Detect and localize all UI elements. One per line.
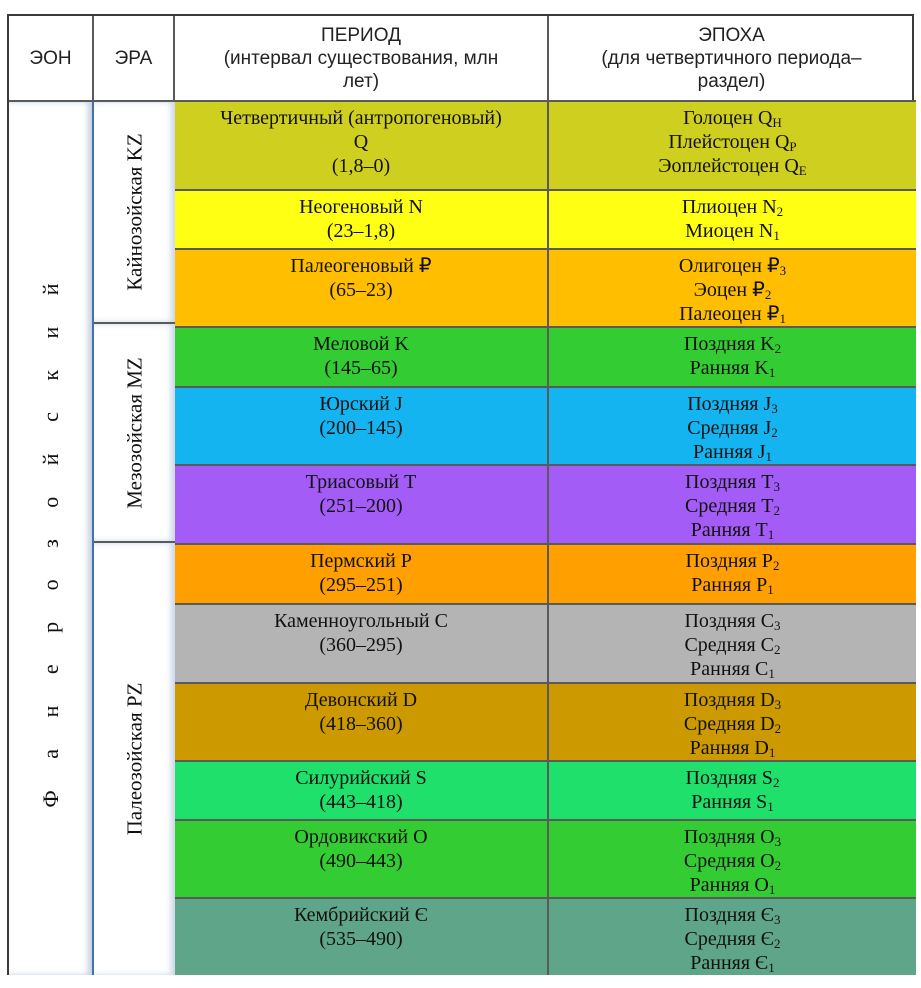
period-interval: (360–295) [319, 634, 403, 656]
header-epoch [549, 16, 914, 100]
era-cell-kz [94, 102, 175, 324]
period-name: Триасовый T [305, 471, 417, 493]
header-era-label: ЭРА [114, 47, 153, 69]
period-interval: (443–418) [319, 791, 403, 813]
epoch-cell [549, 762, 916, 819]
period-cell [175, 250, 549, 326]
epoch-item: Средняя $T_2$ [685, 495, 780, 518]
epoch-item: Поздняя $P_2$ [685, 550, 780, 573]
period-row [175, 543, 916, 603]
period-cell [175, 388, 549, 464]
epoch-cell [549, 102, 916, 189]
period-name: Силурийский S [295, 767, 427, 789]
period-cell [175, 899, 549, 975]
period-name: Четвертичный (антропогеновый) [220, 107, 502, 129]
epoch-item: Ранняя $K_1$ [689, 357, 776, 380]
period-row [175, 603, 916, 682]
epoch-cell [549, 545, 916, 603]
epoch-item: Средняя $D_2$ [683, 713, 782, 736]
epoch-item: Ранняя $P_1$ [691, 574, 774, 597]
period-cell [175, 762, 549, 819]
period-interval: (418–360) [319, 713, 403, 735]
period-name: Кембрийский Є [294, 904, 428, 926]
era-cell-mz [94, 324, 175, 543]
epoch-item: Поздняя $K_2$ [683, 333, 782, 356]
epoch-cell [549, 328, 916, 386]
epoch-item: Средняя $Є_2$ [684, 928, 781, 951]
epoch-cell [549, 684, 916, 760]
period-name: Неогеновый N [299, 196, 423, 218]
epoch-item: Поздняя $T_3$ [685, 471, 780, 494]
epoch-item: Ранняя $J_1$ [692, 441, 773, 464]
header-epoch-line: раздел) [697, 70, 766, 92]
epoch-item: Миоцен $N_1$ [685, 220, 780, 243]
eon-cell [9, 102, 94, 975]
period-row [175, 897, 916, 975]
period-interval: (23–1,8) [326, 220, 396, 242]
epoch-item: Эоплейстоцен $Q_E$ [658, 155, 807, 178]
period-interval: (251–200) [319, 495, 403, 517]
period-row [175, 464, 916, 543]
epoch-item: Голоцен $Q_H$ [683, 107, 782, 130]
period-row [175, 100, 916, 189]
header-eon [9, 16, 94, 100]
epoch-item: Поздняя $J_3$ [687, 393, 778, 416]
period-row [175, 248, 916, 326]
header-period-line: (интервал существования, млн [223, 47, 499, 69]
epoch-cell [549, 388, 916, 464]
period-cell [175, 684, 549, 760]
epoch-item: Плейстоцен $Q_P$ [668, 131, 797, 154]
header-epoch-line: ЭПОХА [698, 24, 765, 46]
eon-label: Ф а н е р о з о й с к и й [37, 269, 63, 808]
period-name: Меловой K [313, 333, 409, 355]
epoch-item: Ранняя $S_1$ [691, 791, 774, 814]
period-name: Ордовикский O [294, 826, 428, 848]
header-period [175, 16, 549, 100]
period-cell [175, 821, 549, 897]
epoch-item: Поздняя $O_3$ [683, 826, 782, 849]
period-cell [175, 605, 549, 682]
epoch-item: Палеоцен $₽_1$ [679, 303, 786, 326]
era-label-kz: Кайнозойская KZ [122, 133, 146, 291]
epoch-item: Средняя $J_2$ [687, 417, 778, 440]
epoch-item: Ранняя $C_1$ [690, 658, 775, 681]
era-cell-pz [94, 543, 175, 975]
era-label-mz: Мезозойская MZ [122, 356, 146, 509]
epoch-cell [549, 821, 916, 897]
period-interval: (295–251) [319, 574, 403, 596]
geologic-time-table [7, 14, 914, 975]
epoch-item: Ранняя $Є_1$ [690, 952, 775, 975]
period-cell [175, 102, 549, 189]
epoch-item: Ранняя $T_1$ [690, 519, 775, 542]
header-era [94, 16, 175, 100]
epoch-cell [549, 899, 916, 975]
header-period-line: лет) [342, 70, 380, 92]
period-row [175, 682, 916, 760]
epoch-cell [549, 466, 916, 543]
epoch-item: Поздняя $C_3$ [684, 610, 781, 633]
period-name: Девонский D [304, 689, 418, 711]
period-interval: (200–145) [319, 417, 403, 439]
epoch-item: Эоцен $₽_2$ [693, 279, 772, 302]
header-period-line: ПЕРИОД [321, 24, 401, 46]
period-name: Палеогеновый ₽ [290, 255, 432, 277]
period-interval: (145–65) [324, 357, 398, 379]
period-cell [175, 328, 549, 386]
epoch-item: Средняя $O_2$ [683, 850, 782, 873]
epoch-cell [549, 605, 916, 682]
period-name: Каменноугольный C [274, 610, 448, 632]
period-row [175, 326, 916, 386]
epoch-item: Поздняя $D_3$ [683, 689, 782, 712]
epoch-item: Ранняя $O_1$ [689, 874, 776, 897]
period-cell [175, 191, 549, 248]
header-eon-label: ЭОН [29, 47, 72, 69]
epoch-cell [549, 250, 916, 326]
period-row [175, 386, 916, 464]
epoch-item: Ранняя $D_1$ [689, 737, 776, 760]
epoch-item: Олигоцен $₽_3$ [678, 255, 787, 278]
period-row [175, 819, 916, 897]
period-symbol: Q [353, 131, 369, 153]
period-name: Пермский P [310, 550, 412, 572]
period-row [175, 189, 916, 248]
period-interval: (65–23) [329, 279, 393, 301]
epoch-item: Поздняя $S_2$ [685, 767, 780, 790]
epoch-item: Средняя $C_2$ [684, 634, 781, 657]
header-epoch-line: (для четвертичного периода– [601, 47, 862, 69]
era-label-pz: Палеозойская PZ [122, 682, 146, 836]
period-cell [175, 466, 549, 543]
period-name: Юрский J [319, 393, 403, 415]
epoch-item: Плиоцен $N_2$ [681, 196, 784, 219]
period-interval: (1,8–0) [331, 155, 391, 177]
period-row [175, 760, 916, 819]
period-interval: (535–490) [319, 928, 403, 950]
period-cell [175, 545, 549, 603]
epoch-cell [549, 191, 916, 248]
period-interval: (490–443) [319, 850, 403, 872]
epoch-item: Поздняя $Є_3$ [684, 904, 781, 927]
